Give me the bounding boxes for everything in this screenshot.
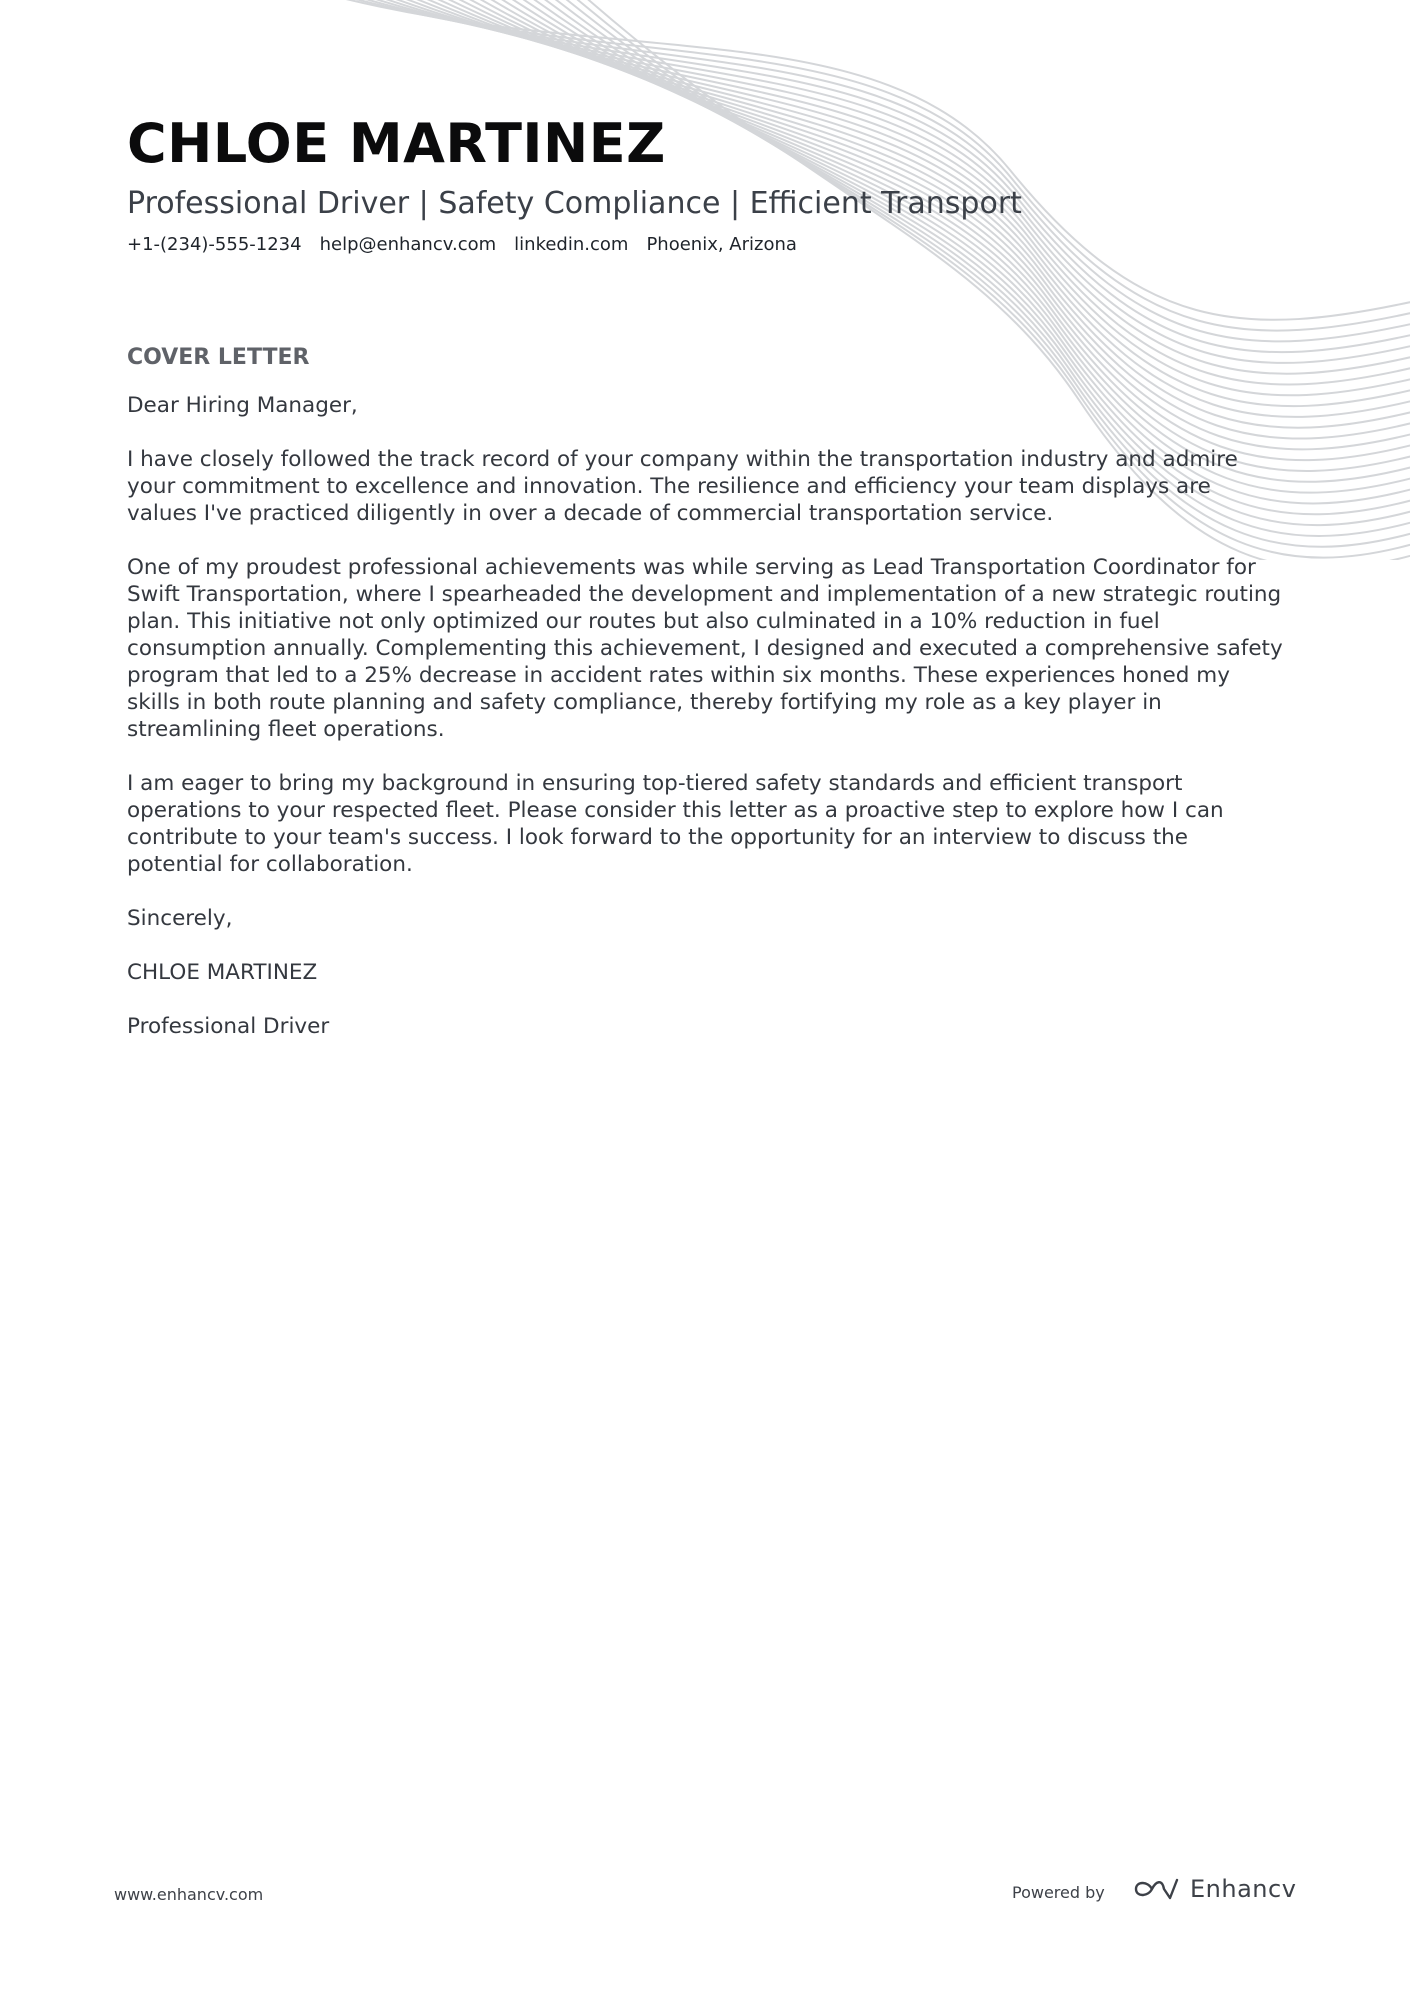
brand-name: Enhancv [1190,1875,1297,1903]
footer-website: www.enhancv.com [114,1885,264,1904]
paragraph-achievements: One of my proudest professional achievements was while serving as Lead Transportation Coordinator for Swift Transportation, where I spearheaded the development and implementation of a new strategic routing plan. This initiative not only optimized our routes but also culminated in a 10% reduction in fuel consumption annually. Complementing this achievement, I designed and executed a comprehensive safety program that led to a 25% decrease in accident rates within six months. These experiences honed my skills in both route planning and safety compliance, thereby fortifying my role as a key player in streamlining fleet operations. [127,555,1283,742]
linkedin-link: linkedin.com [514,234,629,255]
location: Phoenix, Arizona [646,234,797,255]
brand-logo [1132,1874,1296,1904]
cover-letter-body [127,340,1287,1040]
signature-name: CHLOE MARTINEZ [127,960,318,985]
applicant-name: CHLOE MARTINEZ [127,112,666,175]
powered-by-label: Powered by [1012,1883,1105,1902]
contact-info [127,233,1277,257]
email-address: help@enhancv.com [319,234,497,255]
closing-phrase: Sincerely, [127,906,233,931]
letter-header [127,108,1277,257]
phone-number: +1-(234)-555-1234 [127,234,302,255]
section-title: COVER LETTER [127,345,310,370]
signature-title: Professional Driver [127,1014,330,1039]
paragraph-closing: I am eager to bring my background in ensuring top-tiered safety standards and efficient transport operations to your respected fleet. Please consider this letter as a proactive step to explore how I can contribute to your team's success. I look forward to the opportunity for an interview to discuss the potential for collaboration. [127,771,1224,877]
paragraph-intro: I have closely followed the track record of your company within the transportation industry and admire your commitment to excellence and innovation. The resilience and efficiency your team displays are values I've practiced diligently in over a decade of commercial transportation service. [127,447,1238,526]
salutation: Dear Hiring Manager, [127,393,358,418]
enhancv-logo-icon [1132,1876,1180,1902]
applicant-title: Professional Driver | Safety Compliance | Efficient Transport [127,186,1022,221]
